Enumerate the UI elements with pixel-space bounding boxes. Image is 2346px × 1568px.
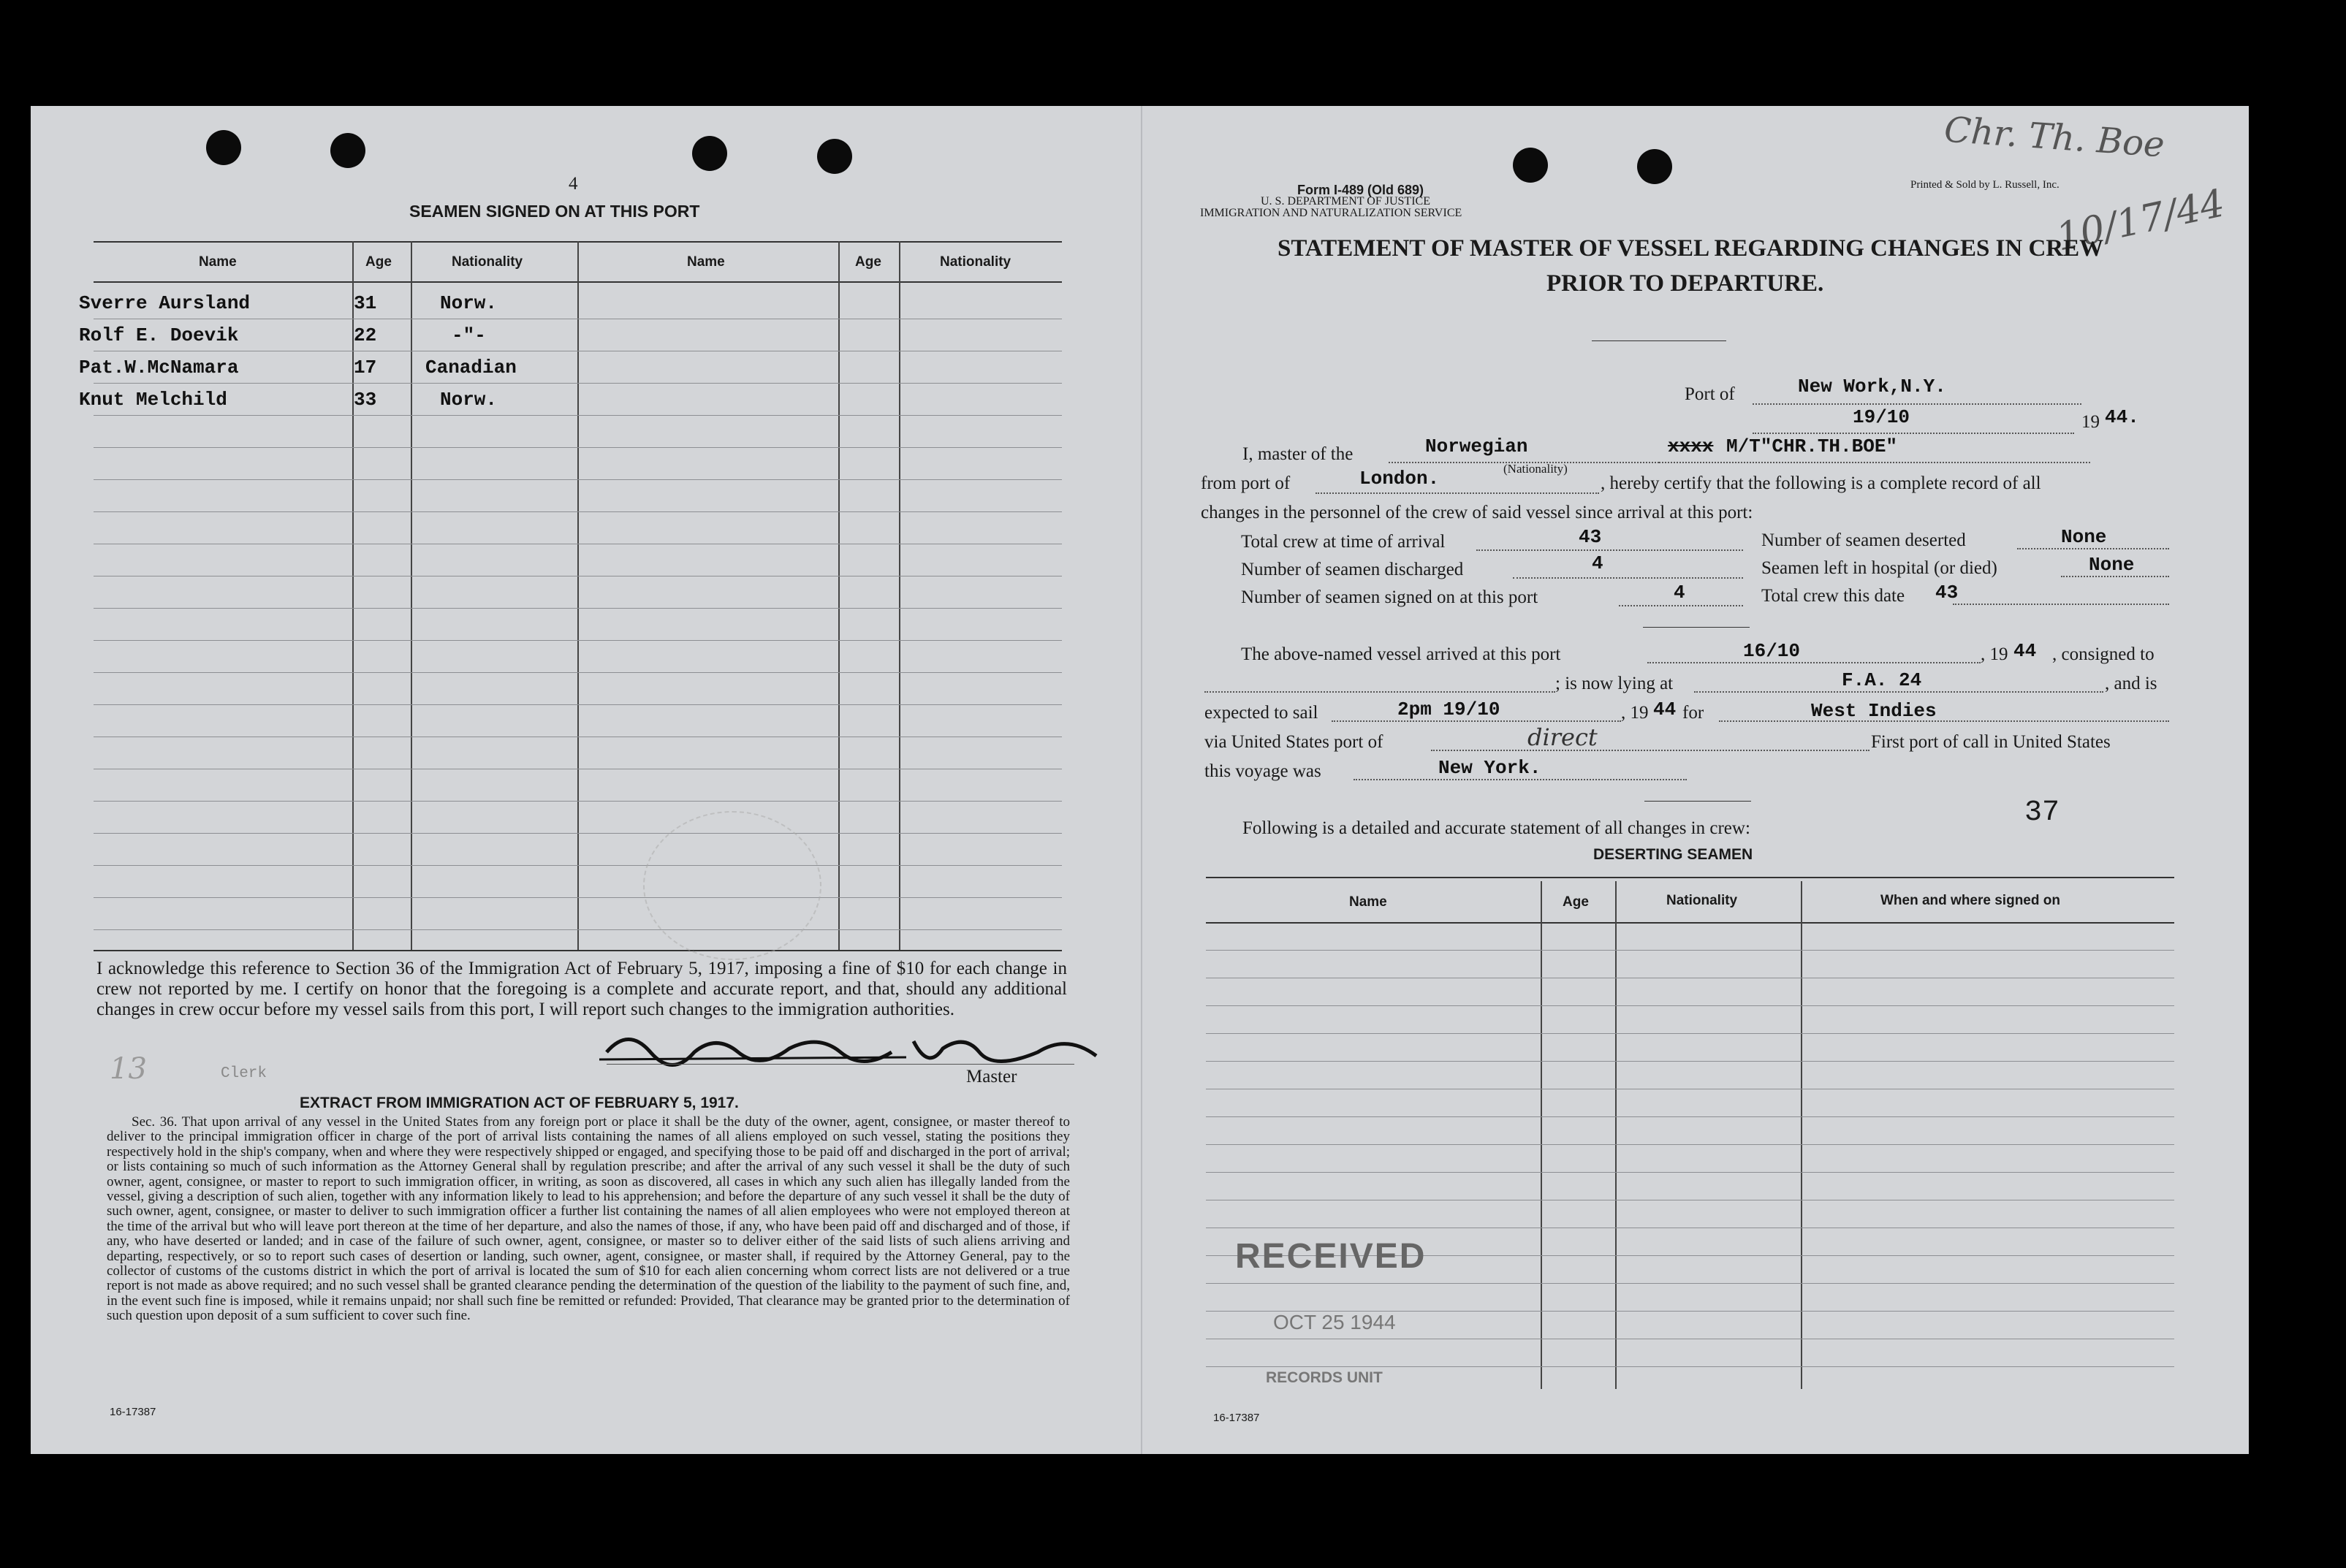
lying-label: ; is now lying at <box>1555 674 1674 693</box>
via-label: via United States port of <box>1204 732 1383 752</box>
statement-title: STATEMENT OF MASTER OF VESSEL REGARDING CHANGES IN CREW <box>1278 235 2104 262</box>
title-rule <box>1592 340 1726 341</box>
deserted-value: None <box>2061 526 2107 548</box>
ruled-line <box>1206 1033 2174 1034</box>
col-header-name-2: Name <box>687 254 725 270</box>
number-mark: 37 <box>2024 796 2060 829</box>
punch-hole <box>817 139 852 174</box>
punch-hole <box>692 136 727 171</box>
port-value: New Work,N.Y. <box>1798 376 1946 397</box>
deserting-col-signed-on: When and where signed on <box>1880 893 2060 908</box>
for-label: for <box>1682 703 1704 723</box>
ruled-line <box>94 479 1062 480</box>
ruled-line <box>1206 950 2174 951</box>
table-row-nationality: Canadian <box>425 357 517 378</box>
hospital-value: None <box>2089 554 2135 576</box>
destination-value: West Indies <box>1811 700 1937 722</box>
struck-text: xxxx <box>1668 435 1714 457</box>
punch-hole <box>1513 148 1548 183</box>
discharged-label: Number of seamen discharged <box>1241 560 1464 579</box>
left-form-code: 16-17387 <box>110 1406 156 1418</box>
postmark-stamp <box>643 811 821 960</box>
table-row-age: 33 <box>354 389 377 411</box>
department: U. S. DEPARTMENT OF JUSTICE <box>1261 195 1430 208</box>
clerk-label: Clerk <box>221 1065 267 1082</box>
port-label: Port of <box>1685 384 1735 404</box>
deserting-col-age: Age <box>1563 894 1589 910</box>
deserting-col-nationality: Nationality <box>1666 893 1738 908</box>
table-row-name: Rolf E. Doevik <box>79 324 239 346</box>
ruled-line <box>94 897 1062 898</box>
table-row-name: Knut Melchild <box>79 389 227 411</box>
date-value: 19/10 <box>1853 406 1910 428</box>
ruled-line <box>1206 1172 2174 1173</box>
first-port-label: First port of call in United States <box>1871 732 2111 752</box>
year-prefix: 19 <box>2081 412 2100 432</box>
punch-hole <box>1637 149 1672 184</box>
extract-text: Sec. 36. That upon arrival of any vessel in the United States from any foreign port or place it shall be the duty of the owner, agent, consignee, or master thereof to deliver to the principal immigration officer in charge of the port of arrival lists containing the names of all aliens employed on such vessel, stating the positions they respectively hold in the ship's company, when and where they were respectively shipped or engaged, and specifying those to be paid off and discharged in the port of arrival; or lists containing so much of such information as the Attorney General shall by regulation prescribe; and after the arrival of any such vessel it shall be the duty of such owner, agent, consignee, or master to report to such immigration officer, in writing, as soon as discovered, all cases in which any such alien has illegally landed from the vessel, giving a description of such alien, together with any information likely to lead to his apprehension; and before the departure of any such vessel it shall be the duty of such owner, agent, consignee, or master to deliver to such immigration officer a further list containing the names of all alien employees who were not employed thereon at the time of the arrival but who will leave port thereon at the time of her departure, and also the names of those, if any, who have been paid off and discharged and of those, if any, who have deserted or landed; and in case of the failure of such owner, agent, consignee, or master so to deliver either of the said lists of such aliens arriving and departing, respectively, or so to report such cases of desertion or landing, such owner, agent, consignee, or master shall, if required by the Attorney General, pay to the collector of customs of the customs district in which the port of arrival is located the sum of $10 for each alien concerning whom correct lists are not delivered or a true report is not made as above required; and no such vessel shall be granted clearance pending the determination of the question of the liability to the payment of such fine, and, in the event such fine is imposed, while it remains unpaid; nor shall such fine be remitted or refunded: Provided, That clearance may be granted prior to the determination of such question upon deposit of a sum sufficient to cover such fine. <box>107 1114 1070 1324</box>
expected-label: expected to sail <box>1204 703 1318 723</box>
table-row-age: 17 <box>354 357 377 378</box>
discharged-value: 4 <box>1592 552 1603 574</box>
received-date-stamp: OCT 25 1944 <box>1273 1311 1396 1333</box>
expected-value: 2pm 19/10 <box>1397 699 1500 720</box>
lying-value: F.A. 24 <box>1842 669 1922 691</box>
ruled-line <box>94 383 1062 384</box>
table-row-nationality: -"- <box>452 324 486 346</box>
printer: Printed & Sold by L. Russell, Inc. <box>1910 179 2060 191</box>
handwritten-vessel-note: Chr. Th. Boe <box>1943 109 2166 166</box>
table-row-name: Pat.W.McNamara <box>79 357 239 378</box>
col-header-age-2: Age <box>855 254 881 270</box>
voyage-rule <box>1644 801 1751 802</box>
table-bottom-rule <box>94 950 1062 951</box>
total-crew-arrival-label: Total crew at time of arrival <box>1241 532 1446 552</box>
from-port-label: from port of <box>1201 473 1291 493</box>
ruled-line <box>1206 1061 2174 1062</box>
deserting-top-rule <box>1206 877 2174 878</box>
ruled-line <box>94 833 1062 834</box>
table-row-age: 22 <box>354 324 377 346</box>
ruled-line <box>1206 1144 2174 1145</box>
punch-hole <box>206 130 241 165</box>
ruled-line <box>1206 1005 2174 1006</box>
changes-text: changes in the personnel of the crew of said vessel since arrival at this port: <box>1201 503 1753 522</box>
signature-stroke <box>607 1040 1096 1065</box>
hospital-label: Seamen left in hospital (or died) <box>1761 558 1997 578</box>
page-fold <box>1141 106 1142 1454</box>
clerk-mark: 13 <box>110 1052 147 1086</box>
ruled-line <box>94 801 1062 802</box>
table-row-age: 31 <box>354 292 377 314</box>
col-header-nationality-2: Nationality <box>940 254 1011 270</box>
master-signature-line <box>607 1064 1074 1065</box>
col-header-age: Age <box>365 254 392 270</box>
deserted-label: Number of seamen deserted <box>1761 530 1966 550</box>
deserting-title: DESERTING SEAMEN <box>1593 846 1753 863</box>
arrived-value: 16/10 <box>1743 640 1801 662</box>
ruled-line <box>94 608 1062 609</box>
total-crew-date-label: Total crew this date <box>1761 586 1905 606</box>
voyage-label: this voyage was <box>1204 761 1321 781</box>
punch-hole <box>330 133 365 168</box>
certify-text: , hereby certify that the following is a complete record of all <box>1601 473 2041 493</box>
table-row-nationality: Norw. <box>440 292 498 314</box>
total-crew-date-value: 43 <box>1935 582 1959 604</box>
acknowledgment-text: I acknowledge this reference to Section 36 of the Immigration Act of February 5, 1917, imposing a fine of $10 for each change in crew not reported by me. I certify on honor that the foregoing is a complete and accurate report, and that, should any additional changes in crew occur before my vessel sails from this port, I will report such changes to the immigration authorities. <box>96 959 1067 1019</box>
deserting-col-name: Name <box>1349 894 1387 910</box>
ruled-line <box>94 672 1062 673</box>
voyage-value: New York. <box>1438 757 1541 779</box>
vessel-value: M/T"CHR.TH.BOE" <box>1726 435 1898 457</box>
service: IMMIGRATION AND NATURALIZATION SERVICE <box>1200 207 1462 219</box>
deserting-header-rule <box>1206 922 2174 924</box>
page-number: 4 <box>569 174 578 194</box>
ruled-line <box>94 865 1062 866</box>
table-row-nationality: Norw. <box>440 389 498 411</box>
ruled-line <box>94 704 1062 705</box>
expected-year-suffix: 44 <box>1653 699 1677 720</box>
ruled-line <box>94 640 1062 641</box>
col-header-name: Name <box>199 254 237 270</box>
and-is-label: , and is <box>2105 674 2157 693</box>
received-stamp: RECEIVED <box>1235 1237 1427 1276</box>
ruled-line <box>94 415 1062 416</box>
seamen-signed-title: SEAMEN SIGNED ON AT THIS PORT <box>409 202 700 221</box>
from-port-value: London. <box>1359 468 1440 490</box>
records-stamp: RECORDS UNIT <box>1266 1369 1383 1386</box>
table-row-name: Sverre Aursland <box>79 292 251 314</box>
extract-title: EXTRACT FROM IMMIGRATION ACT OF FEBRUARY 5, 1917. <box>300 1095 739 1111</box>
ruled-line <box>94 929 1062 930</box>
ruled-line <box>94 447 1062 448</box>
signed-on-value: 4 <box>1674 582 1685 604</box>
expected-year-prefix: , 19 <box>1621 703 1649 723</box>
year-suffix: 44. <box>2105 406 2139 428</box>
arrived-year-prefix: , 19 <box>1981 644 2008 664</box>
via-value: direct <box>1527 723 1598 751</box>
ruled-line <box>1206 1116 2174 1117</box>
ruled-line <box>94 511 1062 512</box>
totals-rule <box>1643 627 1750 628</box>
arrived-year-suffix: 44 <box>2013 640 2037 662</box>
nationality-caption: (Nationality) <box>1503 462 1568 476</box>
statement-title-2: PRIOR TO DEPARTURE. <box>1546 270 1824 297</box>
following-text: Following is a detailed and accurate statement of all changes in crew: <box>1242 818 1750 838</box>
master-label: Master <box>966 1067 1017 1086</box>
consigned-label: , consigned to <box>2052 644 2155 664</box>
handwritten-date-note: 10/17/44 <box>2052 181 2229 260</box>
col-header-nationality: Nationality <box>452 254 523 270</box>
ruled-line <box>1206 1366 2174 1367</box>
right-form-code: 16-17387 <box>1213 1412 1260 1424</box>
arrived-label: The above-named vessel arrived at this port <box>1241 644 1561 664</box>
master-signature <box>599 1019 1104 1078</box>
signed-on-label: Number of seamen signed on at this port <box>1241 587 1538 607</box>
nationality-value: Norwegian <box>1425 435 1528 457</box>
total-crew-arrival-value: 43 <box>1579 526 1602 548</box>
ruled-line <box>1206 1283 2174 1284</box>
master-of-label: I, master of the <box>1242 444 1354 464</box>
form-number: Form I-489 (Old 689) <box>1297 183 1424 197</box>
